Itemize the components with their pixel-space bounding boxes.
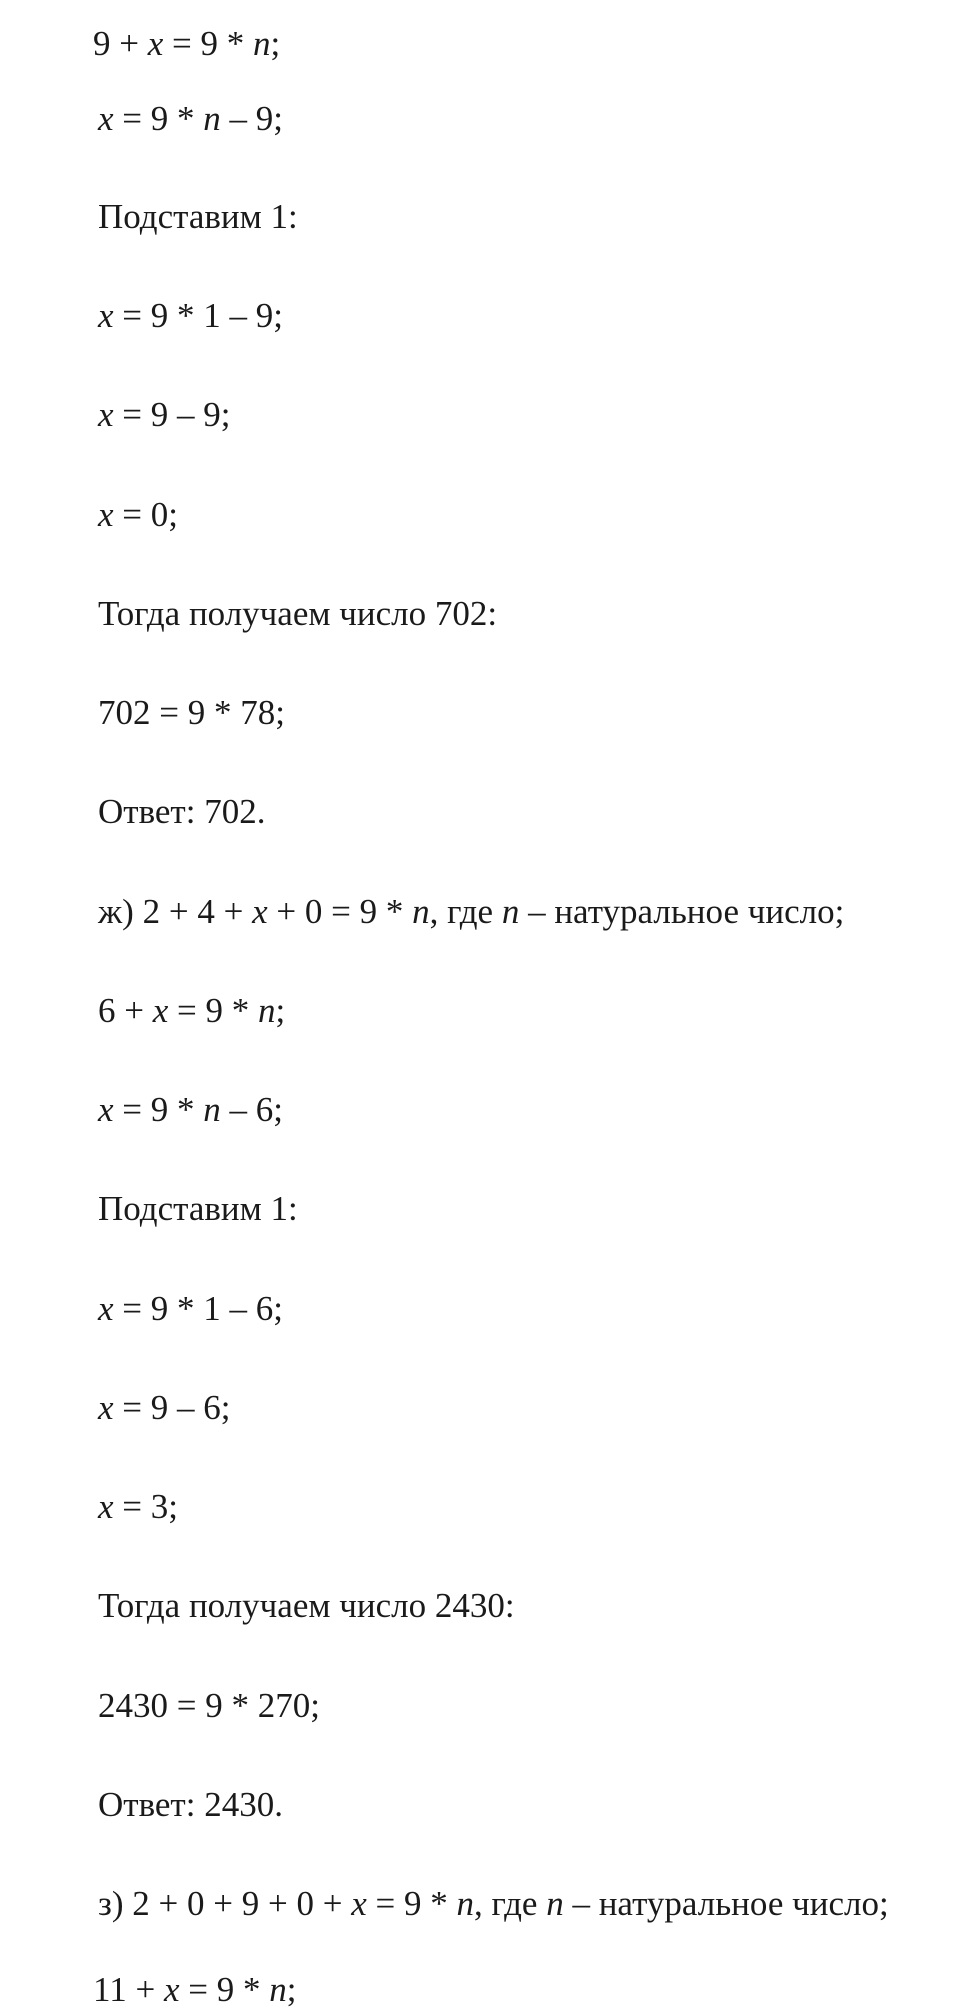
line-text: ; xyxy=(270,24,281,63)
math-variable: n xyxy=(412,892,430,931)
math-variable: n xyxy=(253,24,271,63)
math-variable: n xyxy=(269,1970,287,2009)
line-text: = 9 * xyxy=(168,991,259,1030)
math-variable: x xyxy=(147,24,164,63)
math-variable: x xyxy=(163,1970,180,2009)
line-text: 702 = 9 * 78; xyxy=(98,693,285,732)
line-text: , где xyxy=(473,1884,547,1923)
line-text: = 9 * xyxy=(113,1090,204,1129)
line-text: з) 2 + 0 + 9 + 0 + xyxy=(98,1884,352,1923)
math-variable: x xyxy=(98,1289,114,1328)
math-line xyxy=(98,1291,283,1326)
line-text: = 9 * xyxy=(163,24,254,63)
math-line xyxy=(98,695,285,730)
math-line xyxy=(98,1688,320,1723)
line-text: = 9 * xyxy=(113,99,204,138)
line-text: ; xyxy=(286,1970,297,2009)
math-variable: x xyxy=(98,1090,114,1129)
line-text: = 9 * 1 – 6; xyxy=(113,1289,284,1328)
line-text: , где xyxy=(429,892,502,931)
math-variable: x xyxy=(152,991,169,1030)
math-variable: x xyxy=(98,296,114,335)
answer-line xyxy=(98,794,265,829)
math-variable: x xyxy=(98,1388,114,1427)
text-line xyxy=(98,1191,298,1226)
line-text: 9 + xyxy=(93,24,148,63)
math-line xyxy=(98,993,285,1028)
math-line xyxy=(98,101,283,136)
line-text: Подставим 1: xyxy=(98,1189,298,1228)
math-line xyxy=(98,1092,283,1127)
line-text: ; xyxy=(275,991,286,1030)
answer-line xyxy=(98,1787,283,1822)
line-text: 11 + xyxy=(93,1970,164,2009)
line-text: 2430 = 9 * 270; xyxy=(98,1686,320,1725)
math-line xyxy=(93,26,280,61)
task-heading xyxy=(98,894,844,929)
line-text: Ответ: 2430. xyxy=(98,1785,283,1824)
line-text: = 9 * xyxy=(366,1884,457,1923)
math-variable: x xyxy=(98,495,114,534)
math-line xyxy=(98,497,178,532)
math-variable: x xyxy=(351,1884,367,1923)
line-text: Подставим 1: xyxy=(98,197,298,236)
line-text: Тогда получаем число 2430: xyxy=(98,1586,515,1625)
line-text: = 9 * xyxy=(179,1970,270,2009)
line-text: + 0 = 9 * xyxy=(267,892,413,931)
line-text: Тогда получаем число 702: xyxy=(98,594,498,633)
math-variable: x xyxy=(98,1487,114,1526)
line-text: ж) 2 + 4 + xyxy=(98,892,253,931)
line-text: – натуральное число; xyxy=(519,892,845,931)
math-variable: n xyxy=(456,1884,474,1923)
math-line xyxy=(93,1972,296,2007)
line-text: = 9 – 6; xyxy=(113,1388,231,1427)
math-line xyxy=(98,397,231,432)
line-text: – 6; xyxy=(220,1090,284,1129)
line-text: = 9 * 1 – 9; xyxy=(113,296,284,335)
math-variable: n xyxy=(258,991,276,1030)
line-text: – 9; xyxy=(220,99,284,138)
text-line xyxy=(98,199,298,234)
task-heading xyxy=(98,1886,889,1921)
math-line xyxy=(98,298,283,333)
line-text: – натуральное число; xyxy=(563,1884,889,1923)
math-line xyxy=(98,1390,231,1425)
math-variable: n xyxy=(203,1090,221,1129)
math-variable: x xyxy=(252,892,268,931)
line-text: 6 + xyxy=(98,991,153,1030)
math-line xyxy=(98,1489,178,1524)
math-variable: n xyxy=(501,892,520,931)
line-text: = 3; xyxy=(113,1487,179,1526)
math-variable: n xyxy=(203,99,221,138)
math-variable: x xyxy=(98,395,114,434)
text-line xyxy=(98,1588,515,1623)
math-variable: x xyxy=(98,99,114,138)
text-line xyxy=(98,596,497,631)
line-text: = 0; xyxy=(113,495,179,534)
math-variable: n xyxy=(546,1884,564,1923)
line-text: = 9 – 9; xyxy=(113,395,231,434)
line-text: Ответ: 702. xyxy=(98,792,266,831)
